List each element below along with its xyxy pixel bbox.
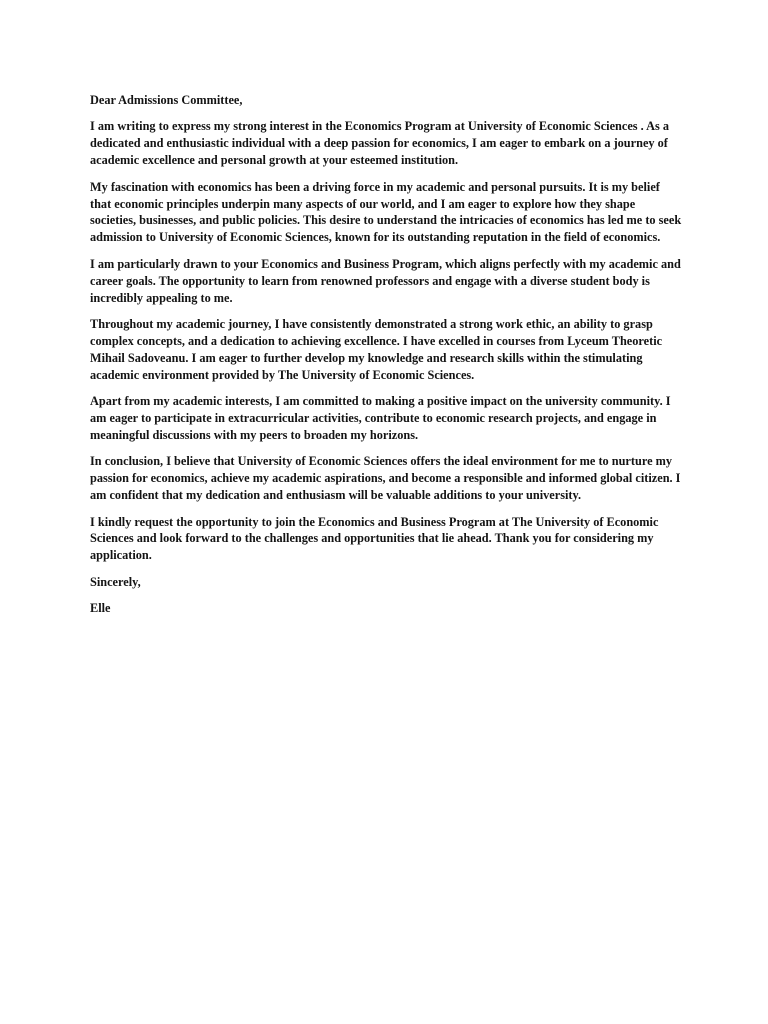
paragraph-request: I kindly request the opportunity to join the Economics and Business Program at The University of Economic Sciences and look forward to the challenges and opportunities that lie ahead. Thank you for considering my application.: [90, 514, 659, 563]
paragraph-program-fit: I am particularly drawn to your Economics and Business Program, which aligns perfectly with my academic and career goals. The opportunity to learn from renowned professors and engage with a diverse student body is incredibly appealing to me.: [90, 256, 681, 305]
paragraph-conclusion: In conclusion, I believe that University of Economic Sciences offers the ideal environment for me to nurture my passion for economics, achieve my academic aspirations, and become a responsible and informed global citizen. I am confident that my dedication and enthusiasm will be valuable additions to your university.: [90, 454, 681, 503]
paragraph-community: Apart from my academic interests, I am committed to making a positive impact on the university community. I am eager to participate in extracurricular activities, contribute to economic research projects, and engage in meaningful discussions with my peers to broaden my horizons.: [90, 394, 671, 442]
letter-salutation: Dear Admissions Committee,: [90, 93, 243, 107]
paragraph-introduction: I am writing to express my strong interest in the Economics Program at University of Economic Sciences . As a dedicated and enthusiastic individual with a deep passion for economics, I am eager to embark on a journey of academic excellence and personal growth at your esteemed institution.: [90, 119, 670, 168]
letter-signature: Elle: [90, 601, 111, 616]
paragraph-motivation: My fascination with economics has been a driving force in my academic and personal pursuits. It is my belief that economic principles underpin many aspects of our world, and I am eager to explore how they shape societies, businesses, and public policies. This desire to understand the intricacies of economics has led me to seek admission to University of Economic Sciences, known for its outstanding reputation in the field of economics.: [90, 179, 682, 245]
letter-closing: Sincerely,: [90, 574, 141, 589]
cover-letter: [90, 92, 682, 627]
paragraph-academic-record: Throughout my academic journey, I have consistently demonstrated a strong work ethic, an ability to grasp complex concepts, and a dedication to achieving excellence. I have excelled in courses from Lyceum Theoretic Mihail Sadoveanu. I am eager to further develop my knowledge and research skills within the stimulating academic environment provided by The University of Economic Sciences.: [90, 316, 663, 382]
